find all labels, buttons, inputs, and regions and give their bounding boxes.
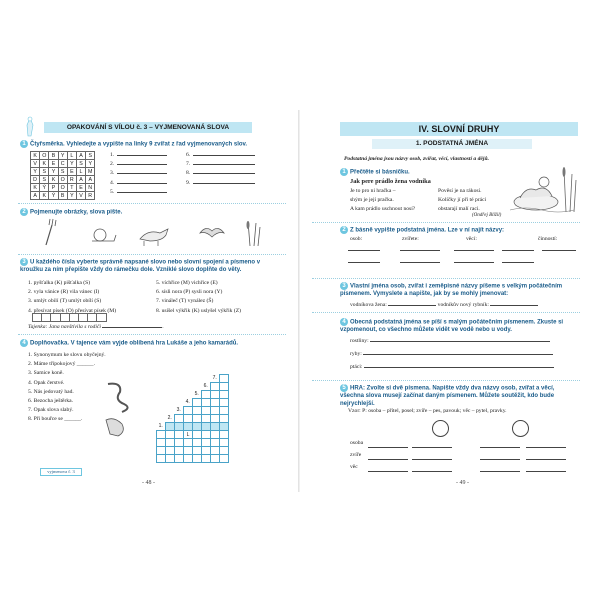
crossword-blank [157,415,166,423]
word-search-cell[interactable]: O [58,176,67,184]
task3-text: U každého čísla vyberte správně napsané slovo nebo slovní spojení a písmeno v kroužku za ním přepište vždy do rámečku dole. Vzniklé slovo doplňte do věty. [20,259,261,274]
crossword-cell[interactable] [184,439,193,447]
letter-circle-2[interactable] [512,420,529,437]
crossword-cell[interactable] [184,423,193,431]
task3-items-left [28,280,148,317]
crossword-cell[interactable] [175,415,184,423]
crossword-clue: 2. Máme třípokojový ______. [28,361,95,368]
label-vec: věc [350,464,358,470]
poem-line: Pověsí je na rákosí. [438,188,482,194]
label-zvirete: zvířete: [402,236,419,242]
answer-line[interactable] [480,459,520,460]
r-task1-text: Přečtěte si básničku. [350,169,410,176]
crossword-cell[interactable] [157,455,166,463]
answer-line[interactable] [388,305,436,306]
word-search-cell[interactable]: K [49,176,58,184]
crossword-cell[interactable] [220,423,229,431]
answer-line[interactable] [480,471,520,472]
crossword-grid[interactable] [156,374,229,463]
snake-and-lizard-illustration [100,380,136,440]
crossword-blank [166,375,175,383]
crossword-cell[interactable] [211,423,220,431]
word-search-cell[interactable]: E [76,184,85,192]
crossword-blank [157,391,166,399]
letter-circle-1[interactable] [432,420,449,437]
crossword-number: 3. [176,407,181,414]
r-task4-text: Obecná podstatná jména se píší s malým počátečním písmenem. Zkuste si vzpomenout, co všechno můžete vidět ve vodě nebo u vody. [340,319,564,334]
crossword-number: 4. [185,399,190,406]
word-search-cell[interactable]: K [31,184,40,192]
book-spine [298,110,300,492]
crossword-cell[interactable] [166,455,175,463]
crossword-blank [184,383,193,391]
crossword-blank [175,399,184,407]
crossword-cell[interactable] [211,431,220,439]
crossword-blank [157,383,166,391]
poem-title: Jak pere prádlo žena vodníka [350,178,431,185]
fork-icon [46,219,56,245]
word-search-cell[interactable]: O [40,152,49,160]
task3-option: 1. pyšťalka (K) pišťalka (S) [28,280,91,286]
task3-option: 5. víchřice (M) vichřice (E) [156,280,218,286]
crossword-cell[interactable] [202,447,211,455]
crossword-blank [202,375,211,383]
answer-line-item[interactable]: 6. [186,152,276,159]
answer-line[interactable] [348,250,380,251]
r-task5-instruction [340,384,576,408]
answer-line[interactable] [348,262,380,263]
answer-line[interactable] [490,305,538,306]
poem-line: A kam prádlo uschnout nosí? [350,206,416,213]
word-search-row [31,160,95,168]
crossword-cell[interactable] [220,439,229,447]
poem-line: shým je její pračka. [350,197,394,204]
answer-line[interactable] [526,459,566,460]
answer-line[interactable] [502,262,534,263]
answer-line-item[interactable]: 1. [110,152,180,159]
crossword-cell[interactable] [202,423,211,431]
task4-instruction [20,339,282,348]
task1-number: 1 [20,140,28,148]
crossword-cell[interactable] [166,439,175,447]
answer-line[interactable] [454,250,494,251]
label-vodnikuv-rybnik: vodníkův nový rybník: [437,302,489,308]
poem-line: Kolíčky jí při té práci [438,197,487,204]
crossword-blank [193,383,202,391]
divider [312,312,580,313]
word-search-cell[interactable]: Y [31,168,40,176]
answer-column-a [110,152,180,198]
left-page [18,112,286,490]
crossword-cell[interactable] [211,415,220,423]
task2-number: 2 [20,208,28,216]
word-search-cell[interactable]: A [86,176,95,184]
definition: Podstatná jména jsou názvy osob, zvířat, věcí, vlastností a dějů. [344,156,489,162]
crossword-cell[interactable] [202,399,211,407]
crossword-cell[interactable] [166,423,175,431]
crossword-clue: 1. Synonymum ke slovu obyčejný. [28,352,106,358]
r-task4-number: 4 [340,318,348,326]
page-number-left: - 48 - [142,480,155,486]
crossword-cell[interactable]: L [184,431,193,439]
answer-line[interactable] [480,447,520,448]
task1-text: Čtyřsměrka. Vyhledejte a vypište na linky 9 zvířat z řad vyjmenovaných slov. [30,141,248,148]
task3-option: 3. umlýt obilí (T) umlýt obílí (S) [28,298,102,305]
crossword-clue: 4. Opak čerstvé. [28,379,65,386]
crossword-blank [166,383,175,391]
label-osob: osob: [350,236,363,242]
crossword-cell[interactable] [175,439,184,447]
answer-line[interactable] [400,250,440,251]
crossword-cell[interactable] [202,431,211,439]
answer-line[interactable] [400,262,440,263]
crossword-cell[interactable] [220,447,229,455]
word-search-cell[interactable]: R [86,192,95,200]
crossword-cell[interactable] [202,439,211,447]
crossword-cell[interactable] [193,447,202,455]
word-search-cell[interactable]: K [40,192,49,200]
task3-items-right [156,280,282,317]
crossword-blank [184,375,193,383]
answer-line[interactable] [368,447,408,448]
crossword-blank [175,391,184,399]
answer-line[interactable] [502,250,534,251]
answer-line[interactable] [542,250,576,251]
r-task5-example: Vzor: P: osoba – přítel, posel; zvíře – pes, pavouk; věc – pytel, pravky. [348,408,507,414]
word-search-row [31,192,95,200]
word-search-cell[interactable]: A [31,192,40,200]
label-rostliny: rostliny: [350,338,369,344]
word-search-cell[interactable]: Ý [40,184,49,192]
crossword-clue: 8. Při bouřce se ______. [28,416,83,423]
crossword-blank [175,375,184,383]
crossword-cell[interactable] [184,455,193,463]
answer-line[interactable] [526,471,566,472]
crossword-cell[interactable] [193,439,202,447]
r-task2-text: Z básně vypište podstatná jména. Lze v ní najít názvy: [350,227,505,234]
crossword-cell[interactable] [193,423,202,431]
crossword-cell[interactable] [157,439,166,447]
word-search-cell[interactable]: A [76,176,85,184]
crossword-cell[interactable] [202,391,211,399]
crossword-blank [166,399,175,407]
word-search-cell[interactable]: Y [58,152,67,160]
divider [312,380,580,381]
label-zvire: zvíře [350,452,362,458]
r-task3-number: 3 [340,282,348,290]
page-number-right: - 49 - [456,480,469,486]
task3-option: 7. vináleč (T) vynález (Š) [156,298,214,305]
crossword-cell[interactable] [202,455,211,463]
task2-instruction [20,208,282,217]
divider [18,203,286,204]
crossword-cell[interactable] [175,423,184,431]
crossword-blank [175,383,184,391]
crossword-number: 6. [203,383,208,390]
crossword-cell[interactable] [175,455,184,463]
left-banner: OPAKOVÁNÍ S VÍLOU č. 3 – VYJMENOVANÁ SLOVA [44,122,252,133]
word-search-cell[interactable]: A [76,152,85,160]
answer-column-b [186,152,276,189]
task2-text: Pojmenujte obrázky, slova pište. [30,209,123,216]
answer-line-item[interactable]: 4. [110,180,180,187]
label-osoba: osoba [350,440,364,446]
crossword-cell[interactable] [166,431,175,439]
word-search-cell[interactable]: Y [49,168,58,176]
poem-line: obstarají malí raci. [438,206,480,213]
crossword-cell[interactable] [211,439,220,447]
answer-line-item[interactable]: 3. [110,170,180,177]
crossword-cell[interactable] [193,399,202,407]
crossword-cell[interactable] [202,415,211,423]
right-page [312,112,580,490]
answer-line[interactable] [526,447,566,448]
task1-instruction [20,140,282,149]
word-search-cell[interactable]: Ý [49,192,58,200]
label-veci: věcí: [466,236,477,242]
r-task2-number: 2 [340,226,348,234]
crossword-clue: 7. Opak slova slabý. [28,407,74,414]
word-search-row [31,152,95,160]
crossword-cell[interactable] [184,447,193,455]
word-search-cell[interactable]: S [76,160,85,168]
answer-line[interactable] [370,341,550,342]
label-cinnosti: činností: [538,236,558,242]
crossword-cell[interactable] [175,447,184,455]
crossword-blank [157,375,166,383]
task3-instruction [20,258,282,275]
task3-option: 4. přesívat písek (O) přesívat písek (M) [28,307,117,314]
answer-line-item[interactable]: 5. [110,189,180,196]
r-task2-instruction [340,226,576,235]
crossword-number: 2. [167,415,172,422]
chapter-banner: IV. SLOVNÍ DRUHY [340,122,578,136]
label-vodnikova-zena: vodníkova žena: [350,302,387,308]
section-banner: 1. PODSTATNÁ JMÉNA [372,139,532,149]
word-search-cell[interactable]: S [58,168,67,176]
crossword-blank [166,407,175,415]
crossword-cell[interactable] [166,447,175,455]
crossword-cell[interactable] [175,431,184,439]
crossword-cell[interactable] [211,447,220,455]
answer-line[interactable] [368,471,408,472]
word-search-cell[interactable]: V [31,160,40,168]
answer-line-item[interactable]: 8. [186,170,276,177]
label-ptaci: ptáci: [350,364,363,371]
crossword-cell[interactable] [220,383,229,391]
crossword-cell[interactable] [220,431,229,439]
crossword-number: 7. [212,375,217,382]
answer-line[interactable] [412,459,452,460]
r-task3-text: Vlastní jména osob, zvířat i zeměpisné názvy píšeme s velkým počátečním písmenem. Vymyslete a napište, jak by se mohly jmenovat: [340,283,563,298]
crossword-cell[interactable] [220,399,229,407]
r-task1-instruction [340,168,490,177]
word-search-cell[interactable]: S [40,168,49,176]
r-task1-number: 1 [340,168,348,176]
word-search-cell[interactable]: P [49,184,58,192]
crossword-cell[interactable] [211,399,220,407]
word-search-cell[interactable]: R [67,176,76,184]
word-search-cell[interactable]: K [40,160,49,168]
word-search-cell[interactable]: L [67,152,76,160]
crossword-blank [157,399,166,407]
word-search-cell[interactable]: L [76,168,85,176]
crossword-cell[interactable] [220,407,229,415]
divider [18,254,286,255]
crossword-cell[interactable] [220,415,229,423]
word-search-row [31,176,95,184]
poem-line: Je to pro ni hračka – [350,188,396,194]
bat-icon [200,228,224,237]
word-search-cell[interactable]: N [86,184,95,192]
crossword-cell[interactable] [211,383,220,391]
crossword-cell[interactable] [193,431,202,439]
r-task3-fields[interactable] [350,302,578,309]
crossword-cell[interactable] [211,455,220,463]
fox-icon [140,229,168,246]
tajenka-sentence: Tajenka: Jana navštívila s rodiči . [28,324,164,330]
picture-row [30,217,270,247]
crossword-blank [193,375,202,383]
crossword-cell[interactable] [193,415,202,423]
crossword-blank [157,407,166,415]
word-search-cell[interactable]: Y [86,160,95,168]
crossword-clue: 6. Bezocha ještěrka. [28,398,74,405]
word-search-cell[interactable]: M [86,168,95,176]
word-search-cell[interactable]: Y [67,160,76,168]
crossword-cell[interactable] [157,431,166,439]
label-ryby: ryby: [350,351,362,358]
tajenka-boxes[interactable] [32,313,107,322]
snail-icon [92,229,116,241]
crossword-cell[interactable] [184,407,193,415]
word-search-row [31,168,95,176]
task4-number: 4 [20,339,28,347]
word-search-cell[interactable]: T [67,184,76,192]
crossword-cell[interactable] [193,455,202,463]
crossword-clue: 3. Samice koně. [28,370,64,377]
answer-line[interactable] [454,262,494,263]
answer-line-item[interactable]: 7. [186,161,276,168]
answer-line[interactable] [363,354,553,355]
answer-stamp: vyjmenova č. 3 [40,468,82,476]
word-search-cell[interactable]: S [40,176,49,184]
crossword-cell[interactable] [220,375,229,383]
answer-line-item[interactable]: 9. [186,180,276,187]
fairy-icon [22,116,38,138]
task4-text: Doplňovačka. V tajence vám vyjde oblíbená hra Lukáše a jeho kamarádů. [30,340,239,347]
poem-lines-left [350,188,438,216]
crossword-cell[interactable] [220,455,229,463]
r-task5-text: HRA: Zvolte si dvě písmena. Napište vždy dva názvy osob, zvířat a věcí, všechna slova musejí začínat daným písmenem. Můžete soutěžit, kdo bude nejrychlejší. [340,385,555,407]
crossword-number: 1. [158,423,163,430]
answer-line-item[interactable]: 2. [110,161,180,168]
crossword-cell[interactable] [211,407,220,415]
r-task4-fields[interactable] [350,338,578,372]
r-task3-instruction [340,282,576,299]
word-search-cell[interactable]: Y [67,192,76,200]
crossword-blank [166,391,175,399]
word-search-cell[interactable]: V [76,192,85,200]
r-task2-fields[interactable] [342,236,578,276]
divider [18,334,286,335]
word-search-cell[interactable]: B [49,152,58,160]
crossword-cell[interactable] [193,407,202,415]
answer-line[interactable] [412,471,452,472]
answer-line[interactable] [412,447,452,448]
divider [312,222,580,223]
crossword-number: 5. [194,391,199,398]
divider [312,278,580,279]
reed-icon [247,221,261,246]
crossword-blank [184,391,193,399]
crossword-cell[interactable] [202,407,211,415]
answer-line[interactable] [368,459,408,460]
word-search-cell[interactable]: S [86,152,95,160]
word-search-cell[interactable]: C [58,160,67,168]
crossword-cell[interactable] [157,447,166,455]
r-task4-instruction [340,318,576,335]
task3-option: 2. vyla vánice (R) vila vánec (I) [28,289,100,296]
task3-option: 8. usíšel výkřik (K) uslyšel výkřik (Z) [156,307,241,314]
word-search-grid [30,151,95,200]
task3-number: 3 [20,258,28,266]
crossword-cell[interactable] [220,391,229,399]
task3-option: 6. sísli nora (P) sysli nora (Y) [156,289,223,296]
word-search-cell[interactable]: B [58,192,67,200]
r-task5-number: 5 [340,384,348,392]
word-search-cell[interactable]: D [31,176,40,184]
poem-author: (Ondřej Blížil) [472,213,502,218]
answer-line[interactable] [364,367,554,368]
crossword-cell[interactable] [211,391,220,399]
washing-illustration [506,164,578,214]
r-task5-fields[interactable] [350,440,578,480]
word-search-cell[interactable]: K [31,152,40,160]
word-search-row [31,184,95,192]
crossword-cell[interactable] [184,415,193,423]
word-search-cell[interactable]: E [67,168,76,176]
word-search-cell[interactable]: E [49,160,58,168]
crossword-clue: 5. Nás jedovatý had. [28,388,74,395]
word-search-cell[interactable]: O [58,184,67,192]
